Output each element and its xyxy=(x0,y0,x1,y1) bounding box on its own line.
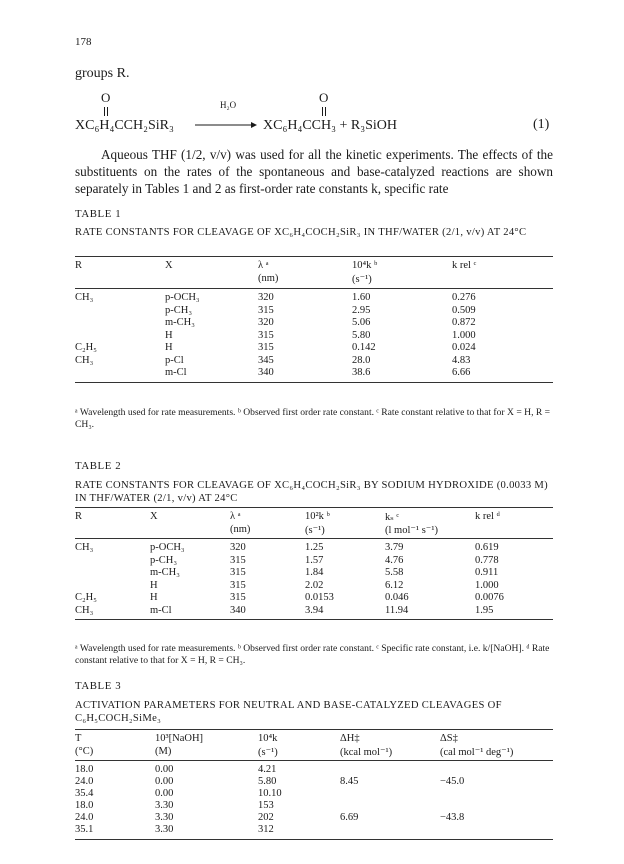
table2-cell: C₂H₅ xyxy=(75,592,97,603)
reaction-arrow-icon xyxy=(193,120,257,130)
table2-cell: 5.58 xyxy=(385,567,404,578)
table3-cell: 312 xyxy=(258,824,274,835)
table3-cell: 3.30 xyxy=(155,824,174,835)
table3-top-rule xyxy=(75,729,553,730)
table1-cell: 315 xyxy=(258,342,274,353)
table3-cell: 4.21 xyxy=(258,764,277,775)
table1-cell: 0.276 xyxy=(452,292,476,303)
table2-cell: 3.94 xyxy=(305,604,324,616)
table2-footnote: ᵃ Wavelength used for rate measurements. ᵇ Observed first order rate constant. ᶜ Specific rate constant, i.e. k/[NaOH]. ᵈ Rate constant relative to that for X = H, R = CH₃. xyxy=(75,643,550,666)
table3-cell: 6.69 xyxy=(340,812,359,823)
table1-cell: C₂H₅ xyxy=(75,342,97,353)
table1-cell: 345 xyxy=(258,354,274,366)
table1-cell: CH₃ xyxy=(75,292,94,303)
table2-cell: 315 xyxy=(230,592,246,603)
table2-header: kₛ ᶜ xyxy=(385,512,400,523)
table2-cell: 2.02 xyxy=(305,579,324,591)
table1-cell: 0.024 xyxy=(452,342,476,353)
table3-cell: 3.30 xyxy=(155,800,174,811)
table1-cell: 2.95 xyxy=(352,304,371,316)
table2-cell: 320 xyxy=(230,542,246,553)
table3-cell: 35.4 xyxy=(75,788,94,799)
table3-header: ΔS‡ xyxy=(440,733,458,744)
table1-cell: 315 xyxy=(258,304,274,316)
table1-cell: 28.0 xyxy=(352,354,371,366)
table1-header: X xyxy=(165,260,173,271)
table1-cell: 315 xyxy=(258,329,274,341)
table1-cell: 5.06 xyxy=(352,317,371,328)
table3-label: TABLE 3 xyxy=(75,680,122,692)
table2-top-rule xyxy=(75,507,553,508)
table3-subheader: (°C) xyxy=(75,746,94,757)
table2-cell: 6.12 xyxy=(385,579,404,591)
table1-cell: p-OCH₃ xyxy=(165,292,200,303)
table2-cell: p-OCH₃ xyxy=(150,542,185,553)
table3-cell: 5.80 xyxy=(258,776,277,787)
table1-cell: 320 xyxy=(258,292,274,303)
table2-cell: 315 xyxy=(230,579,246,591)
table2-cell: H xyxy=(150,592,158,603)
table3-cell: 8.45 xyxy=(340,776,359,787)
carbonyl-oxygen-right: O xyxy=(319,90,329,105)
table3-cell: 153 xyxy=(258,800,274,811)
table1-cell: 5.80 xyxy=(352,329,371,341)
table1-cell: CH₃ xyxy=(75,354,94,366)
table3-subheader: (M) xyxy=(155,746,172,757)
table2-cell: 0.0076 xyxy=(475,592,504,603)
table2-cell: 340 xyxy=(230,604,246,616)
intro-line: groups R. xyxy=(75,66,130,81)
table1-cell: p-CH₃ xyxy=(165,304,192,316)
table3-header: T xyxy=(75,733,82,744)
carbonyl-oxygen-left: O xyxy=(101,90,111,105)
arrow-reagent: H₂O xyxy=(220,100,237,110)
table1-bottom-rule xyxy=(75,382,553,383)
table1-cell: 38.6 xyxy=(352,367,371,378)
table1-cell: 4.83 xyxy=(452,354,471,366)
table3-bottom-rule xyxy=(75,839,553,840)
table3-cell: 18.0 xyxy=(75,764,94,775)
table3-header-rule xyxy=(75,760,553,761)
table2-header: X xyxy=(150,511,158,522)
table2-header: λ ᵃ xyxy=(230,511,241,522)
table1-cell: 320 xyxy=(258,317,274,328)
table1-caption: RATE CONSTANTS FOR CLEAVAGE OF XC₆H₄COCH₂SiR₃ IN THF/WATER (2/1, v/v) AT 24°C xyxy=(75,227,527,238)
table3-cell: 0.00 xyxy=(155,788,174,799)
table2-cell: CH₃ xyxy=(75,604,94,616)
table1-cell: m-Cl xyxy=(165,367,187,378)
table2-cell: 4.76 xyxy=(385,554,404,566)
table3-header: 10⁴k xyxy=(258,733,278,744)
table3-header: ΔH‡ xyxy=(340,733,360,744)
table2-cell: 315 xyxy=(230,554,246,566)
table1-cell: H xyxy=(165,329,173,341)
table1-header: 10⁴k ᵇ xyxy=(352,260,378,271)
product: XC₆H₄CCH₃ + R₃SiOH xyxy=(263,118,397,133)
table2-label: TABLE 2 xyxy=(75,460,122,472)
table2-cell: 3.79 xyxy=(385,542,404,553)
table1-cell: p-Cl xyxy=(165,354,184,366)
table3-subheader: (s⁻¹) xyxy=(258,747,278,758)
table2-cell: CH₃ xyxy=(75,542,94,553)
table3-subheader: (cal mol⁻¹ deg⁻¹) xyxy=(440,747,514,758)
table2-subheader: (s⁻¹) xyxy=(305,525,325,536)
table1-label: TABLE 1 xyxy=(75,208,122,220)
table3-cell: −43.8 xyxy=(440,812,465,823)
table3-cell: 10.10 xyxy=(258,788,282,799)
table3-cell: −45.0 xyxy=(440,776,465,787)
table1-top-rule xyxy=(75,256,553,257)
table2-cell: 0.046 xyxy=(385,592,409,603)
table2-caption: RATE CONSTANTS FOR CLEAVAGE OF XC₆H₄COCH₂SiR₃ BY SODIUM HYDROXIDE (0.0033 M) IN THF/WATER (2/1, v/v) AT 24°C xyxy=(75,480,548,504)
equation-number: (1) xyxy=(533,117,550,132)
table3-cell: 3.30 xyxy=(155,812,174,823)
table2-cell: 0.778 xyxy=(475,554,499,566)
table1-cell: 1.000 xyxy=(452,329,476,341)
table1-cell: 1.60 xyxy=(352,292,371,303)
table3-cell: 0.00 xyxy=(155,776,174,787)
table3-cell: 202 xyxy=(258,812,274,823)
table3-cell: 18.0 xyxy=(75,800,94,811)
table1-header: λ ᵃ xyxy=(258,260,269,271)
table3-cell: 0.00 xyxy=(155,764,174,775)
table3-subheader: (kcal mol⁻¹) xyxy=(340,747,393,758)
double-bond-right xyxy=(322,107,326,116)
table2-subheader: (nm) xyxy=(230,524,251,535)
table1-cell: m-CH₃ xyxy=(165,317,195,328)
table2-header: k rel ᵈ xyxy=(475,511,500,522)
table2-cell: 11.94 xyxy=(385,604,409,616)
reactant: XC₆H₄CCH₂SiR₃ xyxy=(75,118,174,133)
table2-cell: 0.911 xyxy=(475,567,499,578)
table2-cell: 0.0153 xyxy=(305,592,334,603)
table1-cell: 0.142 xyxy=(352,342,376,353)
table3-cell: 24.0 xyxy=(75,776,94,787)
table1-cell: 340 xyxy=(258,367,274,378)
table2-cell: 1.95 xyxy=(475,604,494,616)
table1-subheader: (nm) xyxy=(258,273,279,284)
table2-cell: 0.619 xyxy=(475,542,499,553)
table1-subheader: (s⁻¹) xyxy=(352,274,372,285)
table3-cell: 35.1 xyxy=(75,824,94,835)
table2-bottom-rule xyxy=(75,619,553,620)
reaction-equation xyxy=(75,92,555,132)
table1-footnote: ᵃ Wavelength used for rate measurements. ᵇ Observed first order rate constant. ᶜ Rate constant relative to that for X = H, R = CH₃. xyxy=(75,407,551,430)
table2-cell: H xyxy=(150,579,158,591)
table2-cell: 1.000 xyxy=(475,579,499,591)
table2-cell: p-CH₃ xyxy=(150,554,177,566)
table1-header: k rel ᶜ xyxy=(452,260,477,271)
table1-cell: H xyxy=(165,342,173,353)
table3-cell: 24.0 xyxy=(75,812,94,823)
table2-cell: 1.57 xyxy=(305,554,324,566)
table2-subheader: (l mol⁻¹ s⁻¹) xyxy=(385,525,438,536)
table3-header: 10³[NaOH] xyxy=(155,733,204,744)
double-bond-left xyxy=(104,107,108,116)
table2-header-rule xyxy=(75,538,553,539)
table1-cell: 6.66 xyxy=(452,367,471,378)
page-number: 178 xyxy=(75,36,92,48)
table2-cell: m-Cl xyxy=(150,604,172,616)
table1-cell: 0.509 xyxy=(452,304,476,316)
table2-header: R xyxy=(75,511,83,522)
table2-cell: 315 xyxy=(230,567,246,578)
table2-cell: m-CH₃ xyxy=(150,567,180,578)
body-paragraph: Aqueous THF (1/2, v/v) was used for all the kinetic experiments. The effects of the substituents on the rates of the spontaneous and base-catalyzed reactions are shown separately in Tables 1 and 2 as first-order rate constants k, specific rate xyxy=(75,147,553,196)
table2-cell: 1.25 xyxy=(305,542,324,553)
table1-cell: 0.872 xyxy=(452,317,476,328)
table1-header: R xyxy=(75,260,83,271)
table2-cell: 1.84 xyxy=(305,567,324,578)
table1-header-rule xyxy=(75,288,553,289)
table3-caption: ACTIVATION PARAMETERS FOR NEUTRAL AND BASE-CATALYZED CLEAVAGES OF C₆H₅COCH₂SiMe₃ xyxy=(75,700,502,724)
table2-header: 10²k ᵇ xyxy=(305,511,330,522)
